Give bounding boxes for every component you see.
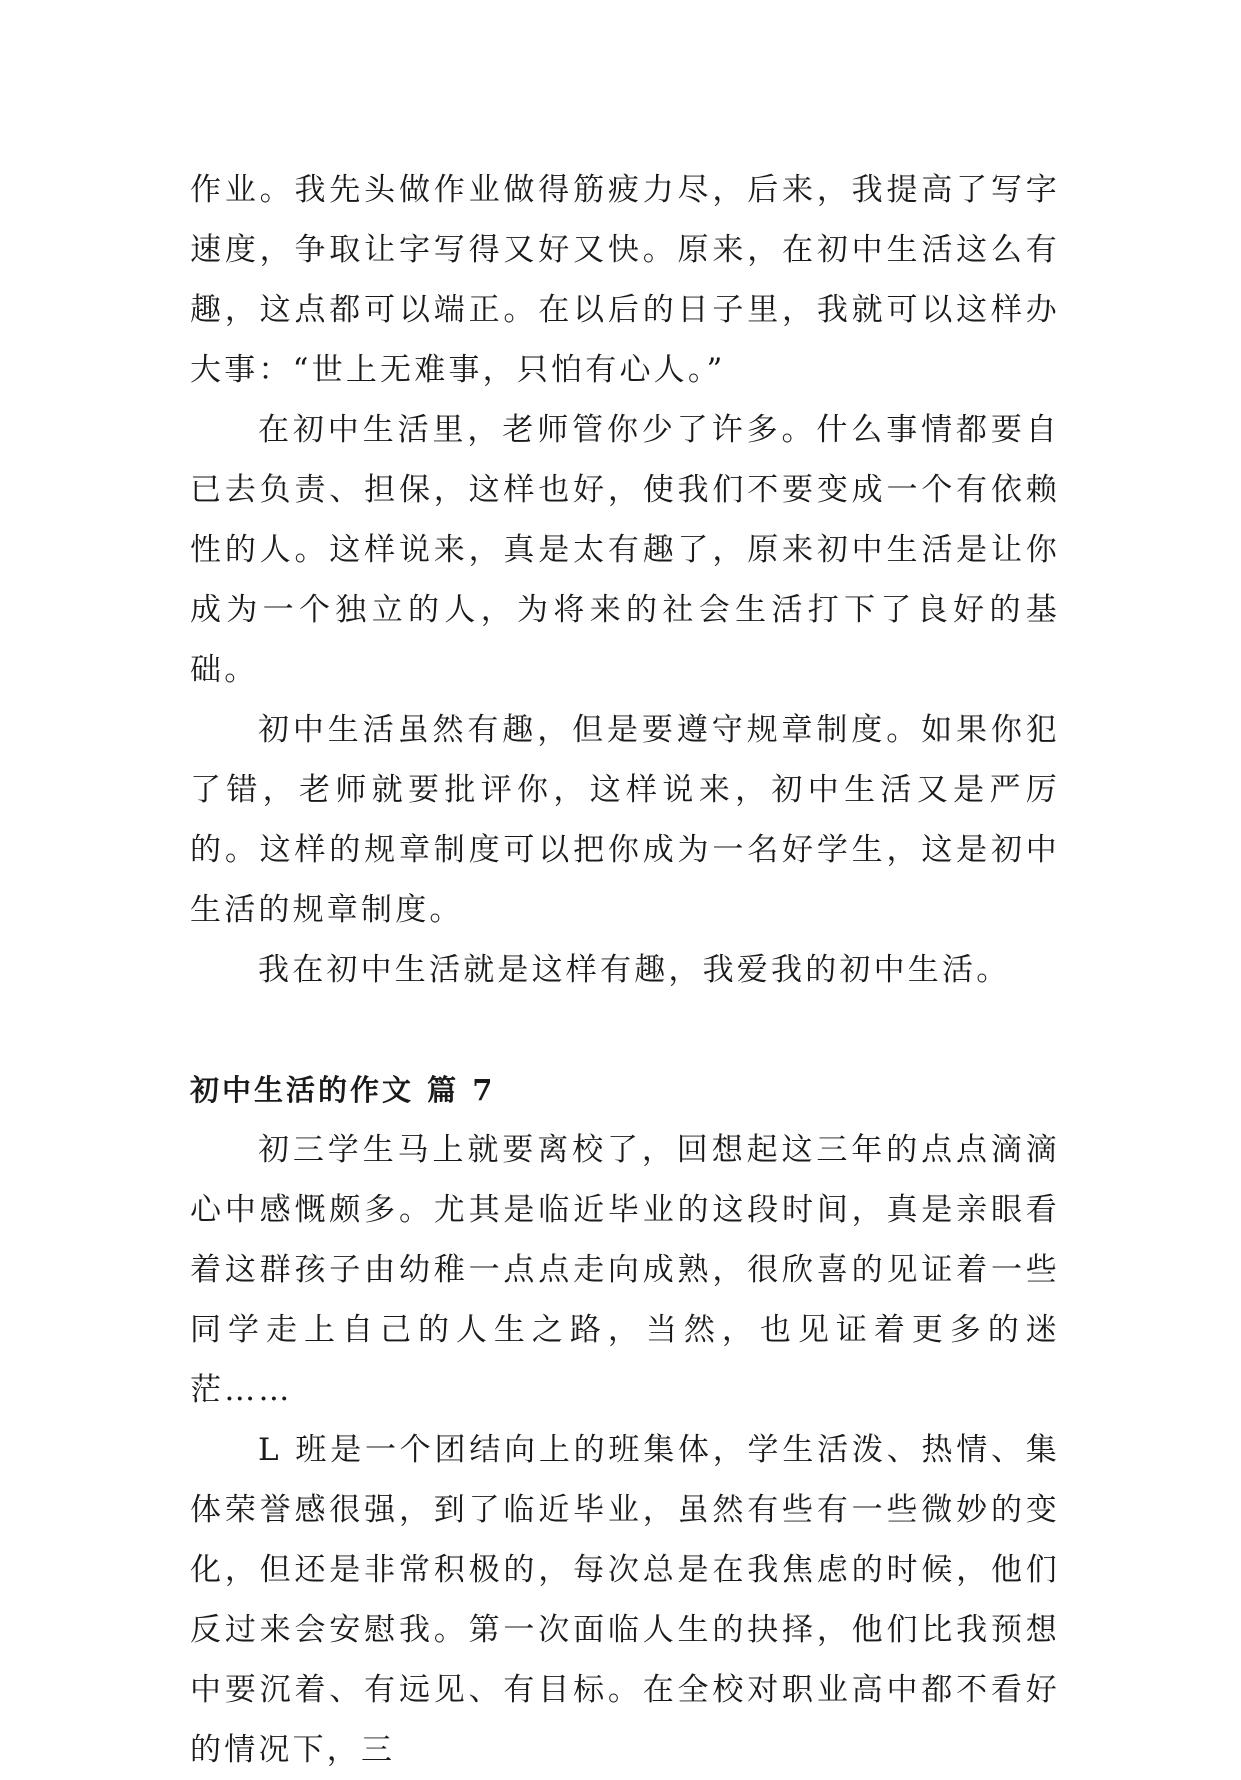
document-body	[190, 160, 1060, 1780]
paragraph: 我在初中生活就是这样有趣，我爱我的初中生活。	[258, 952, 1011, 988]
paragraph: 作业。我先头做作业做得筋疲力尽，后来，我提高了写字速度，争取让字写得又好又快。原来，在初中生活这么有趣，这点都可以端正。在以后的日子里，我就可以这样办大事：“世上无难事，只怕有心人。”	[190, 172, 1060, 388]
section-heading: 初中生活的作文 篇 7	[190, 1073, 496, 1107]
paragraph: 初中生活虽然有趣，但是要遵守规章制度。如果你犯了错，老师就要批评你，这样说来，初中生活又是严厉的。这样的规章制度可以把你成为一名好学生，这是初中生活的规章制度。	[190, 712, 1060, 928]
paragraph: 在初中生活里，老师管你少了许多。什么事情都要自已去负责、担保，这样也好，使我们不要变成一个有依赖性的人。这样说来，真是太有趣了，原来初中生活是让你成为一个独立的人，为将来的社会生活打下了良好的基础。	[190, 412, 1060, 688]
paragraph: L 班是一个团结向上的班集体，学生活泼、热情、集体荣誉感很强，到了临近毕业，虽然有些有一些微妙的变化，但还是非常积极的，每次总是在我焦虑的时候，他们反过来会安慰我。第一次面临人生的抉择，他们比我预想中要沉着、有远见、有目标。在全校对职业高中都不看好的情况下，三	[190, 1432, 1060, 1768]
paragraph: 初三学生马上就要离校了，回想起这三年的点点滴滴心中感慨颇多。尤其是临近毕业的这段时间，真是亲眼看着这群孩子由幼稚一点点走向成熟，很欣喜的见证着一些同学走上自己的人生之路，当然，也见证着更多的迷茫……	[190, 1132, 1060, 1408]
